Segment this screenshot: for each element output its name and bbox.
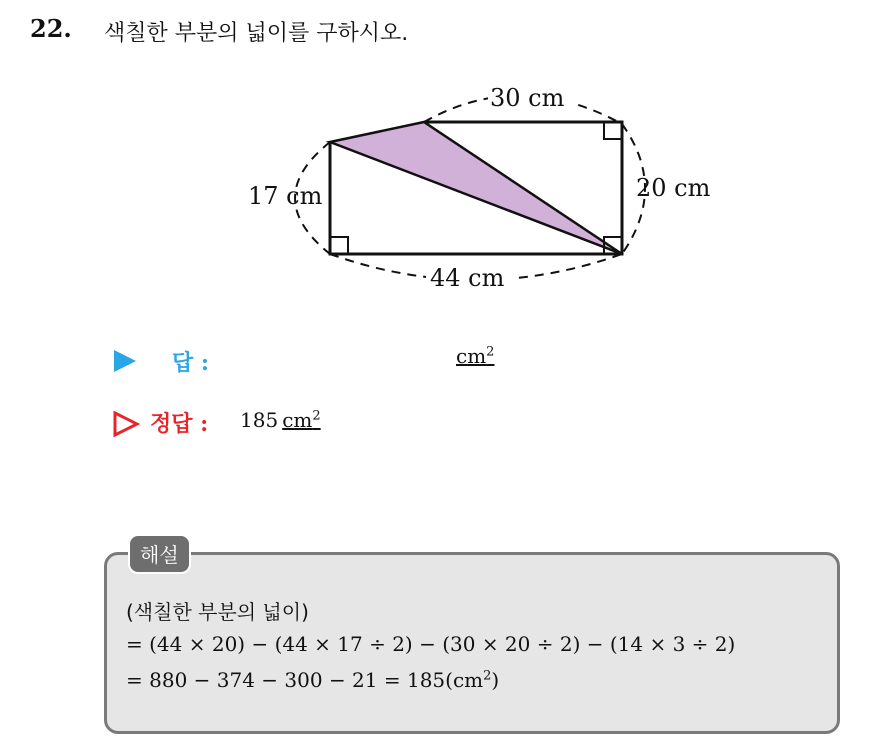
- geometry-figure: [0, 0, 884, 320]
- answer-unit: $cm^2$: [456, 344, 495, 368]
- bottom-length-label: 44 cm: [430, 264, 505, 292]
- correct-answer-arrow-icon: [112, 410, 140, 438]
- right-angle-bottom-left: [330, 237, 348, 254]
- explanation-line-1: (색칠한 부분의 넓이): [126, 600, 309, 624]
- top-length-label: 30 cm: [490, 84, 565, 112]
- right-angle-top-right: [604, 122, 622, 139]
- explanation-tag: 해설: [128, 534, 191, 574]
- question-text: 색칠한 부분의 넓이를 구하시오.: [104, 21, 409, 46]
- left-length-label: 17 cm: [248, 182, 323, 210]
- explanation-line-3: = $880 - 374 - 300 - 21 = 185(cm^2)$: [126, 668, 500, 692]
- question-number: 22.: [30, 14, 72, 43]
- right-length-label: 20 cm: [636, 174, 711, 202]
- shaded-triangle: [330, 122, 622, 254]
- answer-arrow-icon: [112, 348, 138, 374]
- explanation-line-2: = (44 × 20) − (44 × 17 ÷ 2) − (30 × 20 ÷ 2) − (14 × 3 ÷ 2): [126, 632, 736, 656]
- correct-answer-label: 정답 :: [150, 411, 209, 437]
- answer-label: 답 :: [172, 350, 210, 376]
- correct-answer-value: 185 $cm^2$: [240, 408, 321, 432]
